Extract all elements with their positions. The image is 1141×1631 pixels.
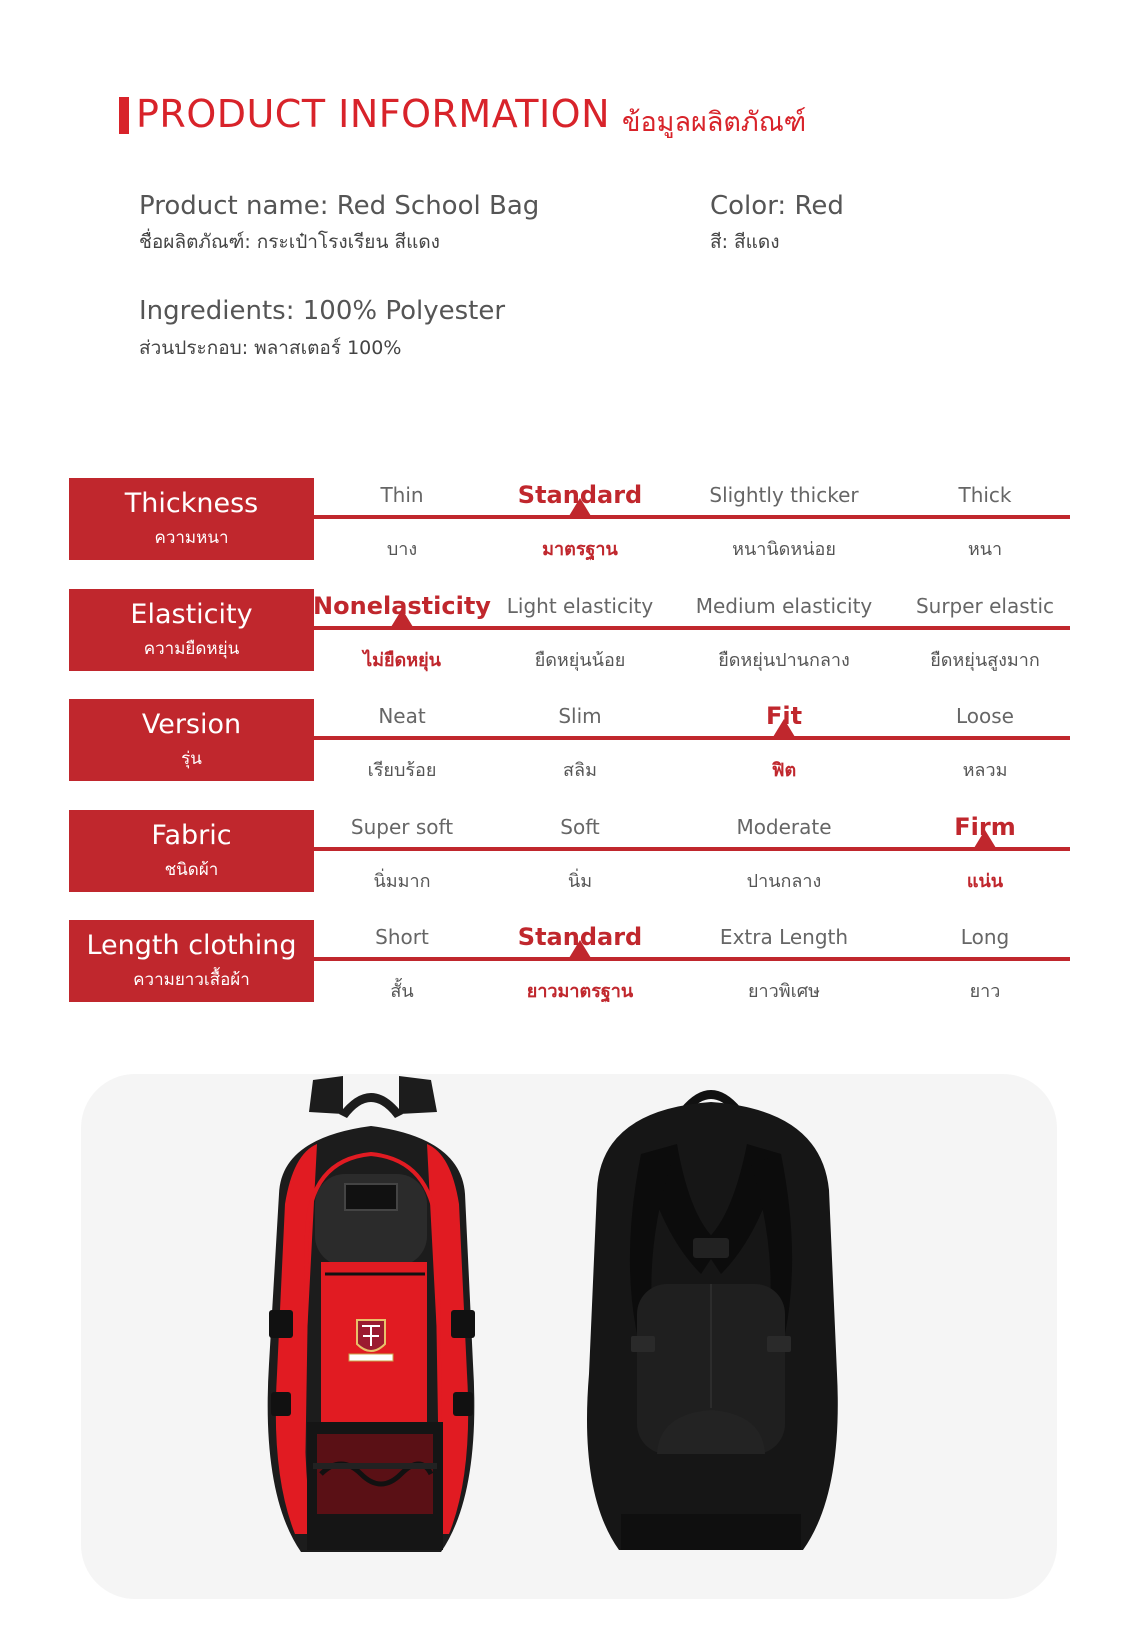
backpack-back-view <box>587 1090 838 1550</box>
attribute-scale-line <box>314 847 1070 851</box>
page-title: PRODUCT INFORMATION <box>136 92 611 136</box>
product-color: Color: Red <box>710 191 844 221</box>
scale-selection-marker <box>569 498 591 516</box>
scale-option: Soft <box>560 815 600 839</box>
scale-option-thai-selected: ยาวมาตรฐาน <box>526 981 634 1002</box>
scale-option: Thin <box>380 483 424 507</box>
scale-option: Slim <box>558 704 602 728</box>
attribute-scale-line <box>314 515 1070 519</box>
attribute-name-thai: รุ่น <box>181 749 202 769</box>
attribute-name: Length clothing <box>86 930 297 961</box>
attribute-label-box <box>69 810 314 892</box>
scale-option-thai-selected: แน่น <box>966 871 1004 892</box>
attribute-label-box <box>69 920 314 1002</box>
scale-option: Slightly thicker <box>709 483 859 507</box>
attribute-scale-line <box>314 957 1070 961</box>
scale-option-thai-selected: มาตรฐาน <box>542 539 618 560</box>
backpack-front-view <box>268 1076 475 1552</box>
attribute-name: Fabric <box>151 820 232 851</box>
backpack-photos <box>81 1074 1057 1599</box>
scale-option-thai: ยืดหยุ่นสูงมาก <box>930 650 1040 671</box>
scale-option-thai: ยาวพิเศษ <box>747 981 821 1002</box>
scale-option: Medium elasticity <box>695 594 873 618</box>
attribute-label-box <box>69 699 314 781</box>
scale-option-thai-selected: ฟิต <box>771 760 797 781</box>
scale-option: Long <box>960 925 1010 949</box>
attribute-name: Version <box>141 709 242 740</box>
scale-selection-marker <box>974 830 996 848</box>
product-ingredients-thai: ส่วนประกอบ: พลาสเตอร์ 100% <box>139 337 402 359</box>
attribute-name: Thickness <box>124 488 259 519</box>
header-accent-bar <box>119 97 129 134</box>
scale-selection-marker <box>773 719 795 737</box>
scale-option-selected: Nonelasticity <box>313 592 491 620</box>
scale-option-thai: ปานกลาง <box>746 871 822 892</box>
scale-option-selected: Standard <box>517 481 643 509</box>
scale-option-thai: เรียบร้อย <box>367 760 437 781</box>
attribute-label-box <box>69 589 314 671</box>
product-photo-panel <box>81 1074 1057 1599</box>
scale-option-thai: ยาว <box>969 981 1001 1002</box>
scale-option-thai: บาง <box>386 539 418 560</box>
attribute-name-thai: ความหนา <box>154 528 229 548</box>
attribute-scale-line <box>314 736 1070 740</box>
scale-option: Thick <box>958 483 1012 507</box>
scale-option-thai: หลวม <box>962 760 1008 781</box>
product-color-thai: สี: สีแดง <box>710 231 780 253</box>
scale-option-thai: สั้น <box>390 981 414 1002</box>
scale-option: Surper elastic <box>915 594 1055 618</box>
scale-option-selected: Fit <box>765 702 803 730</box>
scale-option: Extra Length <box>719 925 849 949</box>
product-name: Product name: Red School Bag <box>139 191 540 221</box>
attribute-name: Elasticity <box>130 599 253 630</box>
product-ingredients: Ingredients: 100% Polyester <box>139 296 506 326</box>
scale-option: Light elasticity <box>506 594 654 618</box>
scale-option-thai: หนา <box>967 539 1003 560</box>
scale-option-selected: Standard <box>517 923 643 951</box>
scale-option-thai: นิ่ม <box>567 871 593 892</box>
scale-option-thai-selected: ไม่ยืดหยุ่น <box>363 650 441 671</box>
scale-option-thai: ยืดหยุ่นปานกลาง <box>718 650 850 671</box>
scale-option: Short <box>375 925 429 949</box>
scale-selection-marker <box>569 940 591 958</box>
scale-option: Loose <box>956 704 1014 728</box>
scale-option: Super soft <box>350 815 454 839</box>
page-title-thai: ข้อมูลผลิตภัณฑ์ <box>622 107 807 138</box>
product-name-thai: ชื่อผลิตภัณฑ์: กระเป๋าโรงเรียน สีแดง <box>139 231 440 253</box>
scale-option-thai: ยืดหยุ่นน้อย <box>534 650 626 671</box>
attribute-name-thai: ชนิดผ้า <box>164 860 219 880</box>
scale-selection-marker <box>391 609 413 627</box>
attribute-label-box <box>69 478 314 560</box>
attribute-name-thai: ความยาวเสื้อผ้า <box>133 970 250 990</box>
scale-option-thai: นิ่มมาก <box>373 871 431 892</box>
scale-option: Neat <box>378 704 426 728</box>
scale-option-thai: หนานิดหน่อย <box>732 539 836 560</box>
attribute-name-thai: ความยืดหยุ่น <box>143 639 240 659</box>
scale-option-thai: สลิม <box>563 760 597 781</box>
scale-option-selected: Firm <box>954 813 1016 841</box>
scale-option: Moderate <box>736 815 832 839</box>
attribute-scale-line <box>314 626 1070 630</box>
